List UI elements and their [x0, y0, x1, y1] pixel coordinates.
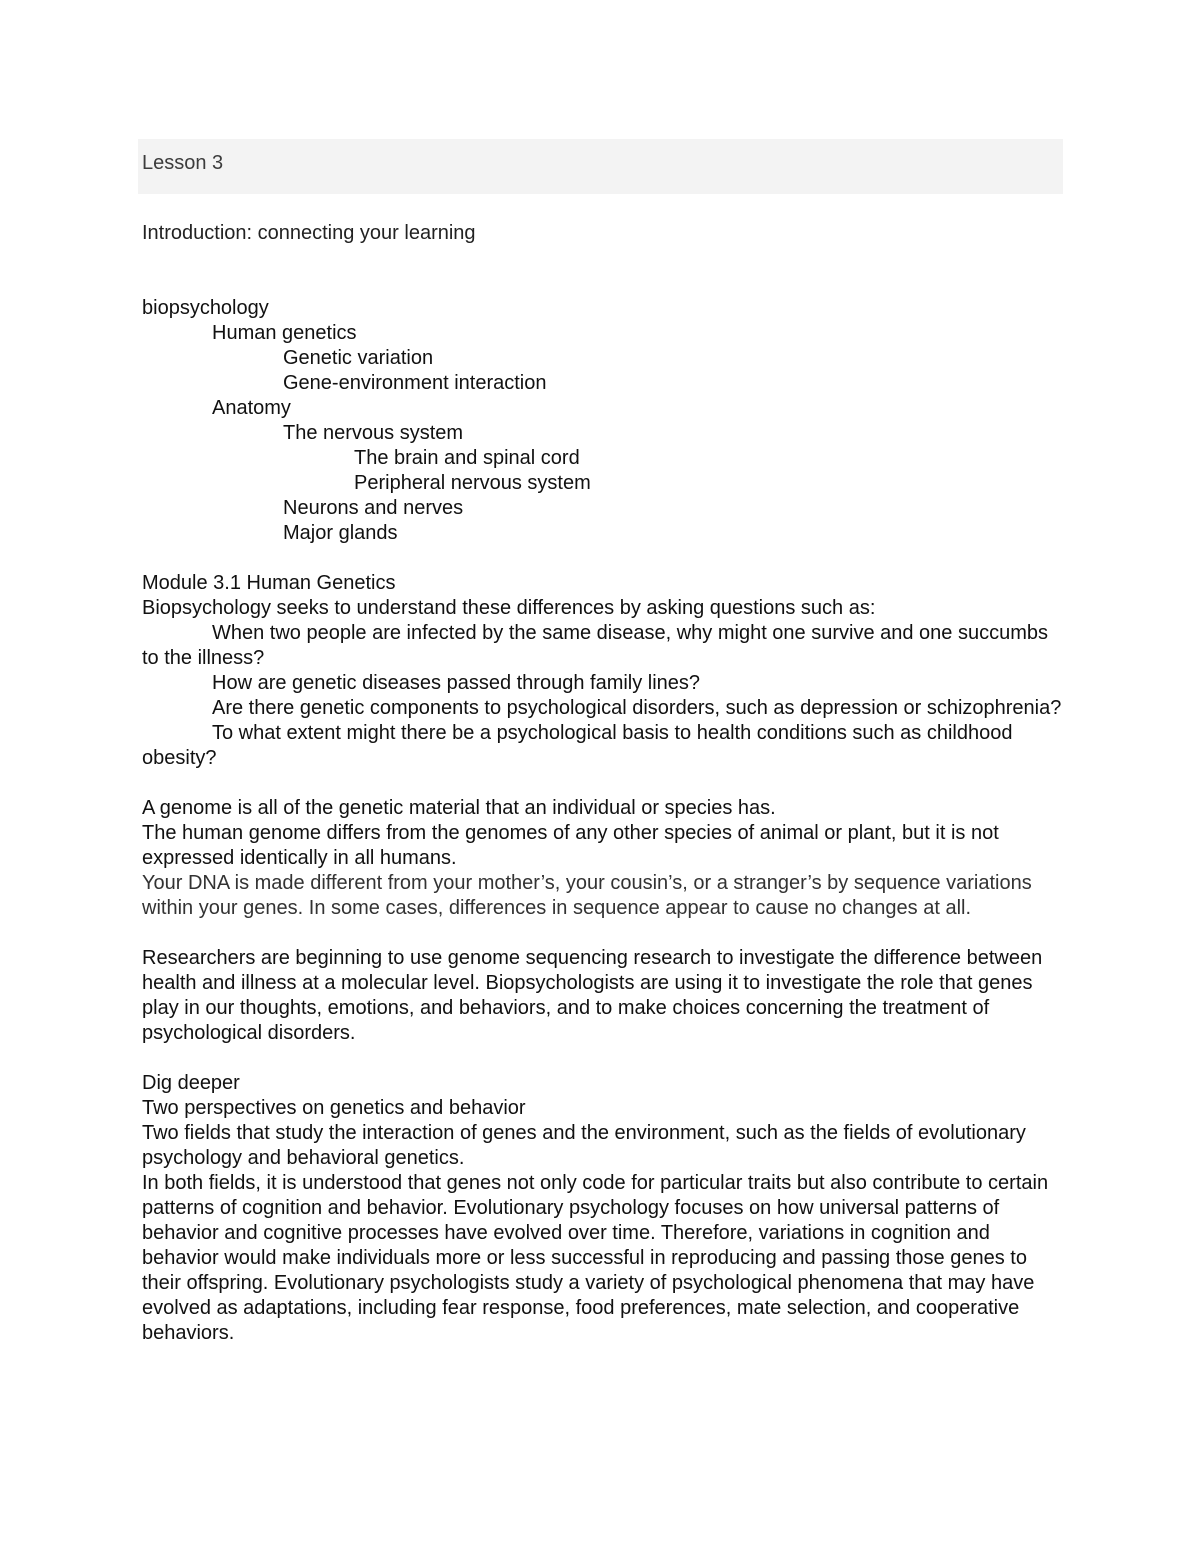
- topic-outline: [142, 296, 1062, 546]
- spacer: [142, 546, 1062, 571]
- dig-deeper-paragraph: In both fields, it is understood that genes not only code for particular traits but also contribute to certain patterns of cognition and behavior. Evolutionary psychology focuses on how universal patterns of behavior and cognitive processes have evolved over time. Therefore, variations in cognition and behavior would make individuals more or less successful in reproducing and passing those genes to their offspring. Evolutionary psychologists study a variety of psychological phenomena that may have evolved as adaptations, including fear response, food preferences, mate selection, and cooperative behaviors.: [142, 1172, 1049, 1344]
- outline-root: biopsychology: [142, 297, 269, 319]
- outline-neurons: Neurons and nerves: [283, 497, 464, 519]
- dig-deeper-heading: Dig deeper: [142, 1072, 240, 1094]
- outline-nervous-system: The nervous system: [283, 422, 464, 444]
- genome-dna-paragraph: Your DNA is made different from your mother’s, your cousin’s, or a stranger’s by sequence variations within your genes. In some cases, differences in sequence appear to cause no changes at all.: [142, 872, 1032, 919]
- lesson-title-bar: [138, 139, 1063, 194]
- lesson-title: Lesson 3: [142, 152, 224, 174]
- module-question: To what extent might there be a psychological basis to health conditions such as childhood obesity?: [142, 722, 1013, 769]
- dig-deeper-paragraph: Two fields that study the interaction of genes and the environment, such as the fields of evolutionary psychology and behavioral genetics.: [142, 1122, 1026, 1169]
- outline-anatomy: Anatomy: [212, 397, 291, 419]
- spacer: [142, 921, 1062, 946]
- spacer: [142, 771, 1062, 796]
- outline-glands: Major glands: [283, 522, 398, 544]
- genome-section: [142, 796, 1062, 921]
- outline-human-genetics: Human genetics: [212, 322, 357, 344]
- genome-definition: A genome is all of the genetic material that an individual or species has.: [142, 797, 776, 819]
- genome-paragraph: The human genome differs from the genomes of any other species of animal or plant, but it is not expressed identically in all humans.: [142, 822, 999, 869]
- document-body: [142, 296, 1062, 1346]
- module-question: When two people are infected by the same disease, why might one survive and one succumbs to the illness?: [142, 622, 1049, 669]
- outline-gene-environment: Gene-environment interaction: [283, 372, 547, 394]
- outline-peripheral: Peripheral nervous system: [354, 472, 591, 494]
- module-question: How are genetic diseases passed through family lines?: [212, 672, 701, 694]
- spacer: [142, 1046, 1062, 1071]
- outline-brain-spinal: The brain and spinal cord: [354, 447, 580, 469]
- module-lead: Biopsychology seeks to understand these differences by asking questions such as:: [142, 597, 876, 619]
- dig-deeper-subheading: Two perspectives on genetics and behavior: [142, 1097, 526, 1119]
- research-paragraph: Researchers are beginning to use genome sequencing research to investigate the difference between health and illness at a molecular level. Biopsychologists are using it to investigate the role that genes play in our thoughts, emotions, and behaviors, and to make choices concerning the treatment of psychological disorders.: [142, 947, 1043, 1044]
- outline-genetic-variation: Genetic variation: [283, 347, 434, 369]
- intro-heading: Introduction: connecting your learning: [142, 222, 476, 244]
- module-section: [142, 571, 1062, 771]
- module-question: Are there genetic components to psychological disorders, such as depression or schizophrenia?: [212, 697, 1062, 719]
- dig-deeper-section: [142, 1071, 1062, 1346]
- module-title: Module 3.1 Human Genetics: [142, 572, 396, 594]
